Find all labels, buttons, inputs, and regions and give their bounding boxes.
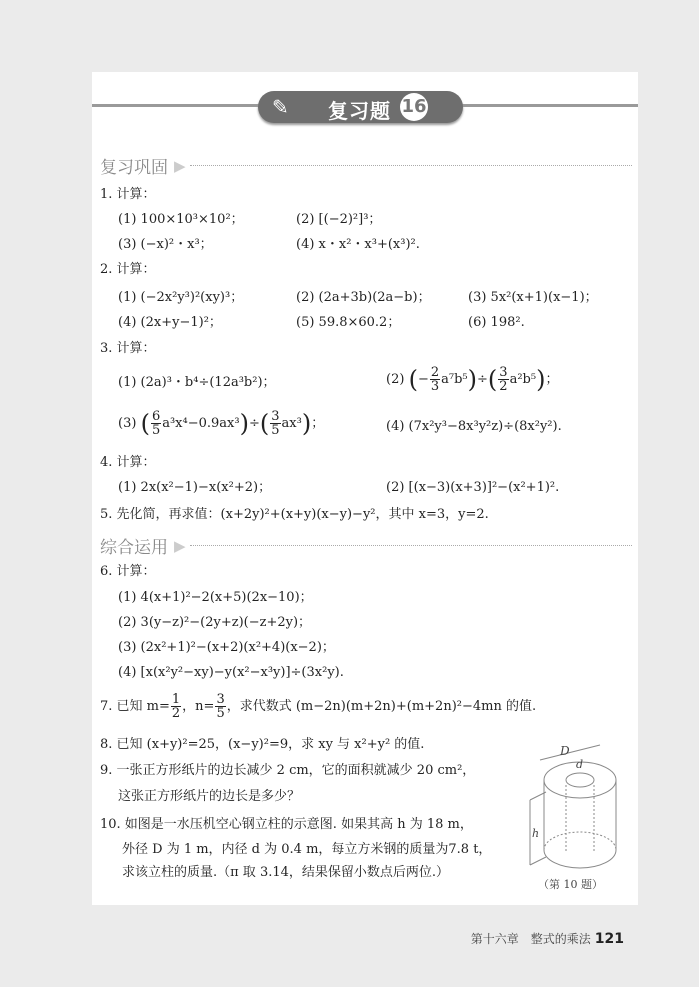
q7-text: 7. 已知 m= $\frac{1}{2}$ ，n= $\frac{3}{5}$ ，求代数式 (m−2n)(m+2n)+(m+2n)²−4mn 的值. [100,692,537,721]
q6-item: (3) (2x²+1)²−(x+2)(x²+4)(x−2)； [118,640,335,655]
dotted-rule [190,545,632,546]
q2-item: (1) (−2x²y³)²(xy)³； [118,290,244,305]
q10-text: 外径 D 为 1 m，内径 d 为 0.4 m，每立方米钢的质量为7.8 t， [122,842,492,857]
q3-label: 3. 计算： [100,341,156,356]
q1-item: (3) (−x)²・x³； [118,237,213,252]
q4-item: (2) [(x−3)(x+3)]²−(x²+1)². [386,480,560,495]
footer [471,930,624,947]
header-number: 16 [400,93,428,121]
q1-label: 1. 计算： [100,187,156,202]
chapter-title: 第十六章 整式的乘法 [470,932,591,946]
section-apply [100,533,632,558]
figure-caption: （第 10 题） [538,878,603,891]
q1-item: (4) x・x²・x³+(x³)². [296,237,420,252]
q3-item: (3) ( $\frac{6}{5}$ a³x⁴−0.9ax³)÷( $\frac{3}{5}$ ax³)； [118,409,325,438]
section-title: 复习巩固 [100,158,168,178]
q3-item: (1) (2a)³・b⁴÷(12a³b²)； [118,375,276,390]
q2-item: (6) 198². [468,315,525,330]
q6-label: 6. 计算： [100,564,156,579]
q4-label: 4. 计算： [100,455,156,470]
q2-item: (4) (2x+y−1)²； [118,315,222,330]
q10-text: 10. 如图是一水压机空心钢立柱的示意图. 如果其高 h 为 18 m， [100,817,473,832]
q9-text: 这张正方形纸片的边长是多少？ [118,789,301,804]
header-title: 复习题 [328,99,391,123]
q6-item: (4) [x(x²y²−xy)−y(x²−x³y)]÷(3x²y). [118,665,344,680]
q1-item: (2) [(−2)²]³； [296,212,382,227]
section-title: 综合运用 [100,538,168,558]
figure-label-d: d [576,758,584,771]
section-review [100,153,632,178]
q10-text: 求该立柱的质量.（π 取 3.14，结果保留小数点后两位.） [122,865,450,880]
figure-label-D: D [560,744,570,758]
q3-item: (2) (− $\frac{2}{3}$ a⁷b⁵)÷( $\frac{3}{2}$ a²b⁵)； [386,365,559,394]
pencil-icon: ✎ [272,95,289,119]
q2-item: (5) 59.8×60.2； [296,315,401,330]
triangle-icon: ▶ [174,156,186,175]
dotted-rule [190,165,632,166]
triangle-icon: ▶ [174,536,186,555]
q9-text: 9. 一张正方形纸片的边长减少 2 cm，它的面积就减少 20 cm²， [100,763,476,778]
q1-item: (1) 100×10³×10²； [118,212,244,227]
q3-item: (4) (7x²y³−8x³y²z)÷(8x²y²). [386,419,562,434]
hollow-cylinder-figure [520,740,640,900]
header-badge [258,91,463,123]
page-number: 121 [594,931,624,947]
q6-item: (1) 4(x+1)²−2(x+5)(2x−10)； [118,590,313,605]
q2-item: (3) 5x²(x+1)(x−1)； [468,290,598,305]
q2-item: (2) (2a+3b)(2a−b)； [296,290,431,305]
q8-text: 8. 已知 (x+y)²=25，(x−y)²=9，求 xy 与 x²+y² 的值. [100,737,425,752]
q4-item: (1) 2x(x²−1)−x(x²+2)； [118,480,272,495]
q5-text: 5. 先化简，再求值：(x+2y)²+(x+y)(x−y)−y²，其中 x=3，y=2. [100,507,489,522]
q6-item: (2) 3(y−z)²−(2y+z)(−z+2y)； [118,615,312,630]
figure-label-h: h [532,827,540,840]
q2-label: 2. 计算： [100,262,156,277]
